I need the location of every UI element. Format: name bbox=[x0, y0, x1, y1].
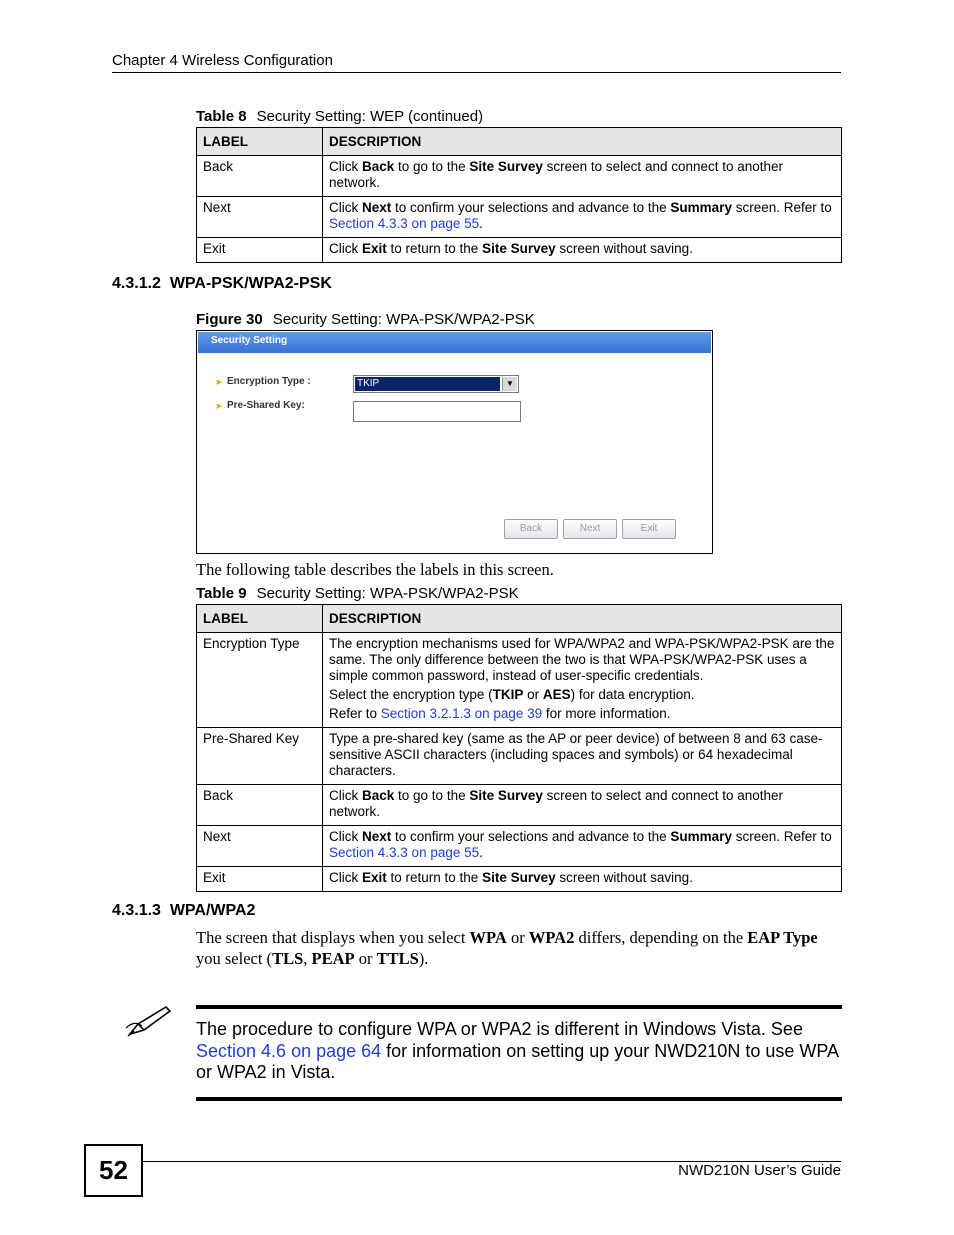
window-title: Security Setting bbox=[211, 335, 288, 346]
table-row bbox=[197, 156, 842, 197]
encryption-type-select[interactable] bbox=[353, 375, 519, 393]
encryption-type-label: Encryption Type : bbox=[227, 376, 311, 387]
table8-col-label: LABEL bbox=[197, 128, 323, 156]
intro-paragraph: The following table describes the labels in this screen. bbox=[196, 560, 554, 579]
table-row bbox=[197, 197, 842, 238]
security-setting-screenshot bbox=[196, 330, 713, 554]
table9-caption-label: Table 9 bbox=[196, 585, 247, 602]
bullet-arrow-icon: ➤ bbox=[215, 401, 223, 411]
exit-button[interactable]: Exit bbox=[622, 519, 676, 539]
table-cell-label: Exit bbox=[197, 238, 323, 263]
table8-col-desc: DESCRIPTION bbox=[323, 128, 842, 156]
table-row bbox=[197, 238, 842, 263]
figure30-caption-label: Figure 30 bbox=[196, 311, 263, 328]
table9-header-row bbox=[197, 605, 842, 633]
guide-title: NWD210N User’s Guide bbox=[678, 1162, 841, 1179]
note-top-rule bbox=[196, 1005, 842, 1009]
figure30-caption-text: Security Setting: WPA-PSK/WPA2-PSK bbox=[272, 311, 535, 328]
table-row bbox=[197, 785, 842, 826]
section-link[interactable]: Section 3.2.1.3 on page 39 bbox=[380, 706, 543, 721]
table-cell-label: Encryption Type bbox=[197, 633, 323, 728]
table9-caption bbox=[196, 585, 519, 602]
running-header: Chapter 4 Wireless Configuration bbox=[112, 52, 333, 69]
table-cell-desc: The encryption mechanisms used for WPA/WPA2 and WPA-PSK/WPA2-PSK are the same. The only difference between the two is that WPA-PSK/WPA2-PSK uses a simple common password, instead of user-specific credentials. Select the encryption type (TKIP or AES) for data encryption. Refer to Section 3.2.1.3 on page 39 for more information. bbox=[323, 633, 842, 728]
table-cell-desc: Click Next to confirm your selections and advance to the Summary screen. Refer to Section 4.3.3 on page 55. bbox=[323, 197, 842, 238]
encryption-type-value: TKIP bbox=[355, 377, 500, 391]
table-row bbox=[197, 728, 842, 785]
table-cell-desc: Click Back to go to the Site Survey screen to select and connect to another network. bbox=[323, 156, 842, 197]
section-link[interactable]: Section 4.6 on page 64 bbox=[196, 1040, 382, 1061]
note-text: The procedure to configure WPA or WPA2 is different in Windows Vista. See Section 4.6 on page 64 for information on setting up your NWD210N to use WPA or WPA2 in Vista. bbox=[196, 1019, 839, 1082]
table-cell-label: Next bbox=[197, 197, 323, 238]
table8-header-row bbox=[197, 128, 842, 156]
back-button[interactable]: Back bbox=[504, 519, 558, 539]
table8-caption-label: Table 8 bbox=[196, 108, 247, 125]
table-row bbox=[197, 633, 842, 728]
table-row bbox=[197, 867, 842, 892]
table9-caption-text: Security Setting: WPA-PSK/WPA2-PSK bbox=[256, 585, 519, 602]
window-titlebar bbox=[198, 332, 711, 353]
table-cell-label: Back bbox=[197, 156, 323, 197]
table-cell-label: Exit bbox=[197, 867, 323, 892]
table9-col-label: LABEL bbox=[197, 605, 323, 633]
section-link[interactable]: Section 4.3.3 on page 55 bbox=[329, 845, 480, 860]
pencil-note-icon bbox=[124, 1004, 174, 1038]
chevron-down-icon[interactable]: ▼ bbox=[502, 377, 517, 391]
section-heading-wpa: 4.3.1.3 WPA/WPA2 bbox=[112, 902, 256, 919]
section-link[interactable]: Section 4.3.3 on page 55 bbox=[329, 216, 480, 231]
table-cell-desc: Type a pre-shared key (same as the AP or peer device) of between 8 and 63 case-sensitive ASCII characters (including spaces and symbols) or 64 hexadecimal characters. bbox=[323, 728, 842, 785]
table9-col-desc: DESCRIPTION bbox=[323, 605, 842, 633]
table-cell-label: Pre-Shared Key bbox=[197, 728, 323, 785]
section-heading-wpa-psk: 4.3.1.2 WPA-PSK/WPA2-PSK bbox=[112, 275, 332, 292]
table-row bbox=[197, 826, 842, 867]
wpa-paragraph: The screen that displays when you select WPA or WPA2 differs, depending on the EAP Type you select (TLS, PEAP or TTLS). bbox=[196, 928, 818, 968]
table8 bbox=[196, 127, 842, 263]
figure30-caption bbox=[196, 311, 535, 328]
table-cell-desc: Click Exit to return to the Site Survey screen without saving. bbox=[323, 867, 842, 892]
table-cell-label: Next bbox=[197, 826, 323, 867]
pre-shared-key-label: Pre-Shared Key: bbox=[227, 400, 305, 411]
table-cell-desc: Click Back to go to the Site Survey screen to select and connect to another network. bbox=[323, 785, 842, 826]
page-number: 52 bbox=[84, 1144, 143, 1197]
table9 bbox=[196, 604, 842, 892]
note-bottom-rule bbox=[196, 1097, 842, 1101]
table8-caption-text: Security Setting: WEP (continued) bbox=[256, 108, 484, 125]
table8-caption bbox=[196, 108, 483, 125]
table-cell-desc: Click Next to confirm your selections and advance to the Summary screen. Refer to Section 4.3.3 on page 55. bbox=[323, 826, 842, 867]
bullet-arrow-icon: ➤ bbox=[215, 377, 223, 387]
table-cell-label: Back bbox=[197, 785, 323, 826]
table-cell-desc: Click Exit to return to the Site Survey screen without saving. bbox=[323, 238, 842, 263]
pre-shared-key-input[interactable] bbox=[353, 401, 521, 422]
header-rule bbox=[112, 72, 841, 73]
next-button[interactable]: Next bbox=[563, 519, 617, 539]
